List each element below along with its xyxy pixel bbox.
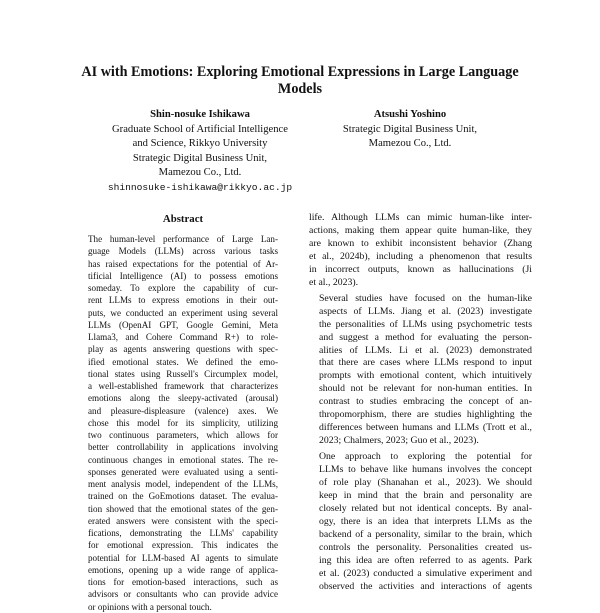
body-line: that there are cases where LLMs respond to input (319, 357, 532, 369)
abstract-line: someday. To explore the capability of cur- (88, 283, 278, 293)
body-line: alities of LLMs. Li et al. (2023) demonstrated (319, 344, 532, 356)
author-block-1 (80, 108, 320, 196)
body-line: closely related but not identical concepts. By anal- (319, 502, 532, 514)
abstract-line: The human-level performance of Large Lan- (88, 234, 278, 244)
body-line: thropomorphism, there are studies highlighting the (319, 409, 532, 421)
body-line: ogy, there is an idea that interprets LLMs as the (319, 515, 532, 527)
abstract-line: better controllability in applications involving (88, 442, 278, 453)
author-affiliation: Graduate School of Artificial Intelligence (112, 123, 288, 135)
author-email: shinnosuke-ishikawa@rikkyo.ac.jp (107, 181, 293, 193)
body-paragraph (309, 451, 532, 593)
body-line: Several studies have focused on the human-like (319, 292, 532, 304)
abstract-line: emotions, opening up a wide range of applica- (88, 564, 278, 575)
body-paragraph (309, 212, 532, 290)
abstract-line: chose this model for its simplicity, utilizing (88, 417, 278, 428)
abstract-line: trained on the GoEmotions dataset. The evalua- (88, 491, 278, 502)
abstract-line: tions for emotion-based interactions, such as (88, 577, 278, 587)
abstract-body (88, 233, 278, 613)
body-line: differences between humans and LLMs (Trott et al., (319, 422, 532, 434)
body-line: One approach to exploring the potential for (319, 451, 532, 463)
author-name: Shin-nosuke Ishikawa (150, 109, 250, 120)
author-affiliation: Strategic Digital Business Unit, (132, 152, 268, 164)
author-block-2 (310, 108, 510, 152)
abstract-line: guage Models (LLMs) across various tasks (88, 246, 278, 257)
body-line: in incorrect outputs, known as hallucinations (Ji (309, 263, 532, 275)
body-line: backend of a personality, similar to the brain, which (319, 528, 532, 540)
body-line: contrast to studies embracing the concept of an- (319, 396, 532, 408)
abstract-line: puts, we conducted an experiment using several (88, 307, 278, 318)
body-line: of role play (Shanahan et al., 2023). We should (319, 477, 532, 489)
abstract-line: and pleasure-displeasure (valence) axes. We (88, 405, 278, 416)
abstract-line: play as agents answering questions with spec- (88, 344, 278, 355)
abstract-line: tional states using Russell's Circumplex model, (88, 368, 278, 379)
author-affiliation: Mamezou Co., Ltd. (368, 138, 452, 150)
body-line: and suggest a method for evaluating the person- (319, 331, 532, 343)
body-line: aspects of LLMs. Jiang et al. (2023) investigate (319, 305, 532, 317)
abstract-line: ified emotional states. We defined the emo- (88, 356, 278, 367)
body-line: keep in mind that the brain and personality are (319, 490, 532, 502)
body-line: prompts with emotional content, which intuitively (319, 370, 532, 382)
author-affiliation: Strategic Digital Business Unit, (342, 123, 478, 135)
author-affiliation: and Science, Rikkyo University (132, 138, 268, 150)
abstract-line: sponses generated were evaluated using a senti- (88, 466, 278, 477)
abstract-line: tificial Intelligence (AI) to possess emotions (88, 270, 278, 281)
paper-title: AI with Emotions: Exploring Emotional Expressions in Large Language Models (81, 64, 519, 97)
body-line: et al., 2024b), including a phenomenon that results (309, 250, 532, 262)
body-line: 2023; Chalmers, 2023; Guo et al., 2023). (319, 435, 479, 447)
author-name: Atsushi Yoshino (373, 109, 447, 120)
body-line: should not be relevant for non-human entities. In (319, 383, 532, 395)
body-line: life. Although LLMs can mimic human-like inter- (309, 212, 532, 223)
abstract-line: tion showed that the emotional states of the gen- (88, 503, 278, 514)
body-line: observed the activities and interactions of agents (319, 580, 532, 592)
abstract-line: potential for LLM-based AI agents to simulate (88, 552, 278, 563)
abstract-line: LLMs (OpenAI GPT, Google Gemini, Meta (88, 319, 278, 330)
abstract-line: two continuous parameters, which allows for (88, 430, 278, 440)
abstract-line: has raised expectations for the potential of Ar- (88, 258, 278, 269)
abstract-line: continuous changes in emotional states. The re- (88, 454, 278, 465)
abstract-line: advisors or consultants who can provide advice (88, 589, 278, 600)
abstract-line: a well-established framework that characterizes (88, 381, 278, 391)
abstract-line: erated answers were consistent with the speci- (88, 515, 278, 526)
abstract-line: rent LLMs to express emotions in their out- (88, 295, 278, 306)
abstract-line: emotions along the sleepy-activated (arousal) (88, 393, 278, 404)
body-line: actions, making them appear quite human-like, they (309, 224, 532, 236)
body-paragraph (309, 293, 532, 448)
body-line: are known to exhibit inconsistent behavior (Zhang (309, 237, 532, 249)
author-affiliation: Mamezou Co., Ltd. (158, 167, 242, 179)
body-column-right (309, 212, 532, 597)
body-line: LLMs to behave like humans involves the concept (319, 464, 532, 476)
body-line: the personalities of LLMs using psychometric tests (319, 318, 532, 330)
body-line: et al. (2023) conducted a simulative experiment and (319, 567, 532, 579)
body-line: et al., 2023). (309, 276, 359, 288)
body-line: ing this idea are often referred to as agents. Park (319, 554, 532, 566)
abstract-line: ment analysis model, independent of the LLMs, (88, 479, 278, 489)
abstract-line: for emotional expression. This indicates the (88, 540, 278, 551)
abstract-line: or opinions with a personal touch. (88, 601, 212, 612)
abstract-line: fications, demonstrating the LLMs' capability (88, 528, 278, 538)
abstract-line: Llama3, and Cohere Command R+) to role- (88, 332, 278, 342)
abstract-heading: Abstract (162, 213, 204, 225)
body-line: controls the personality. Personalities created us- (319, 541, 532, 553)
